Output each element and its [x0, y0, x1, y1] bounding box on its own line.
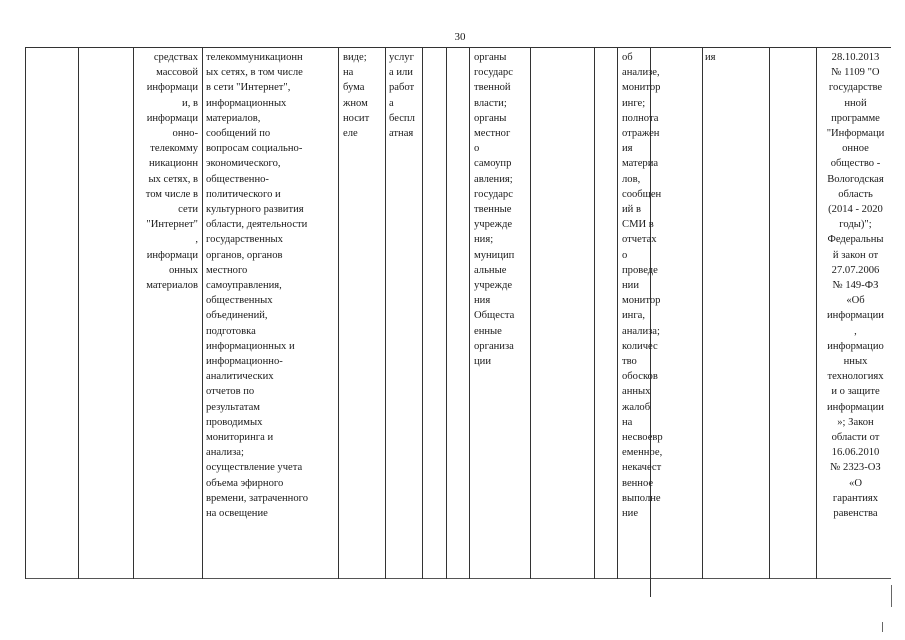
cell-legal-basis: 28.10.2013 № 1109 "О государстве нной программе "Информаци онное общество - Вологодская область (2014 - 2020 годы)"; Федеральны й закон от 27.07.2006 № 149-ФЗ «Об информации , информацио нных технологиях и о защите информации »; Закон области от 16.06.2010 № 2323-ОЗ «О гарантиях равенства	[826, 52, 885, 520]
cell-abbrev: ия	[705, 52, 716, 63]
column-rule	[469, 47, 470, 579]
cell-form: виде; на бума жном носит еле	[343, 52, 370, 140]
table-top-border	[25, 47, 891, 48]
cell-media-info: средствах массовой информаци и, в информаци онно- телекомму никационн ых сетях, в том числе в сети "Интернет" , информаци онных материалов	[145, 52, 198, 292]
scan-mark	[891, 585, 892, 607]
cell-service-type: услуг а или работ а беспл атная	[389, 52, 415, 140]
page-number: 30	[454, 31, 466, 43]
column-rule	[594, 47, 595, 579]
column-rule	[617, 47, 618, 579]
cell-recipients: органы государс твенной власти; органы местног о самоупр авления; государс твенные учрежде ния; муницип альные учрежде ния Общеста енные организа ции	[474, 52, 515, 368]
column-rule	[202, 47, 203, 579]
table-bottom-border	[25, 578, 891, 579]
column-rule	[769, 47, 770, 579]
column-rule	[816, 47, 817, 579]
cell-description: телекоммуникационн ых сетях, в том числе в сети "Интернет", информационных материалов, сообщений по вопросам социально- экономического, общественно- политического и культурного развития области, деятельности государственных органов, органов местного самоуправления, общественных объединений, подготовка информационных и информационно- аналитических отчетов по результатам проводимых мониторинга и анализа; осуществление учета объема эфирного времени, затраченного на освещение	[206, 52, 309, 520]
column-rule	[78, 47, 79, 579]
column-rule	[422, 47, 423, 579]
scan-mark	[882, 622, 883, 632]
column-rule	[530, 47, 531, 579]
cell-quality-indicators: об анализе, монитор инге; полнота отражен ия материа лов, сообщен ий в СМИ в отчетах о проведе нии монитор инга, анализа; количес тво обосков анных жалоб на несвоевр еменное, некачест венное выполне ние	[622, 52, 663, 520]
column-rule	[446, 47, 447, 579]
column-rule	[25, 47, 26, 579]
column-rule	[702, 47, 703, 579]
column-rule	[385, 47, 386, 579]
column-rule	[338, 47, 339, 579]
